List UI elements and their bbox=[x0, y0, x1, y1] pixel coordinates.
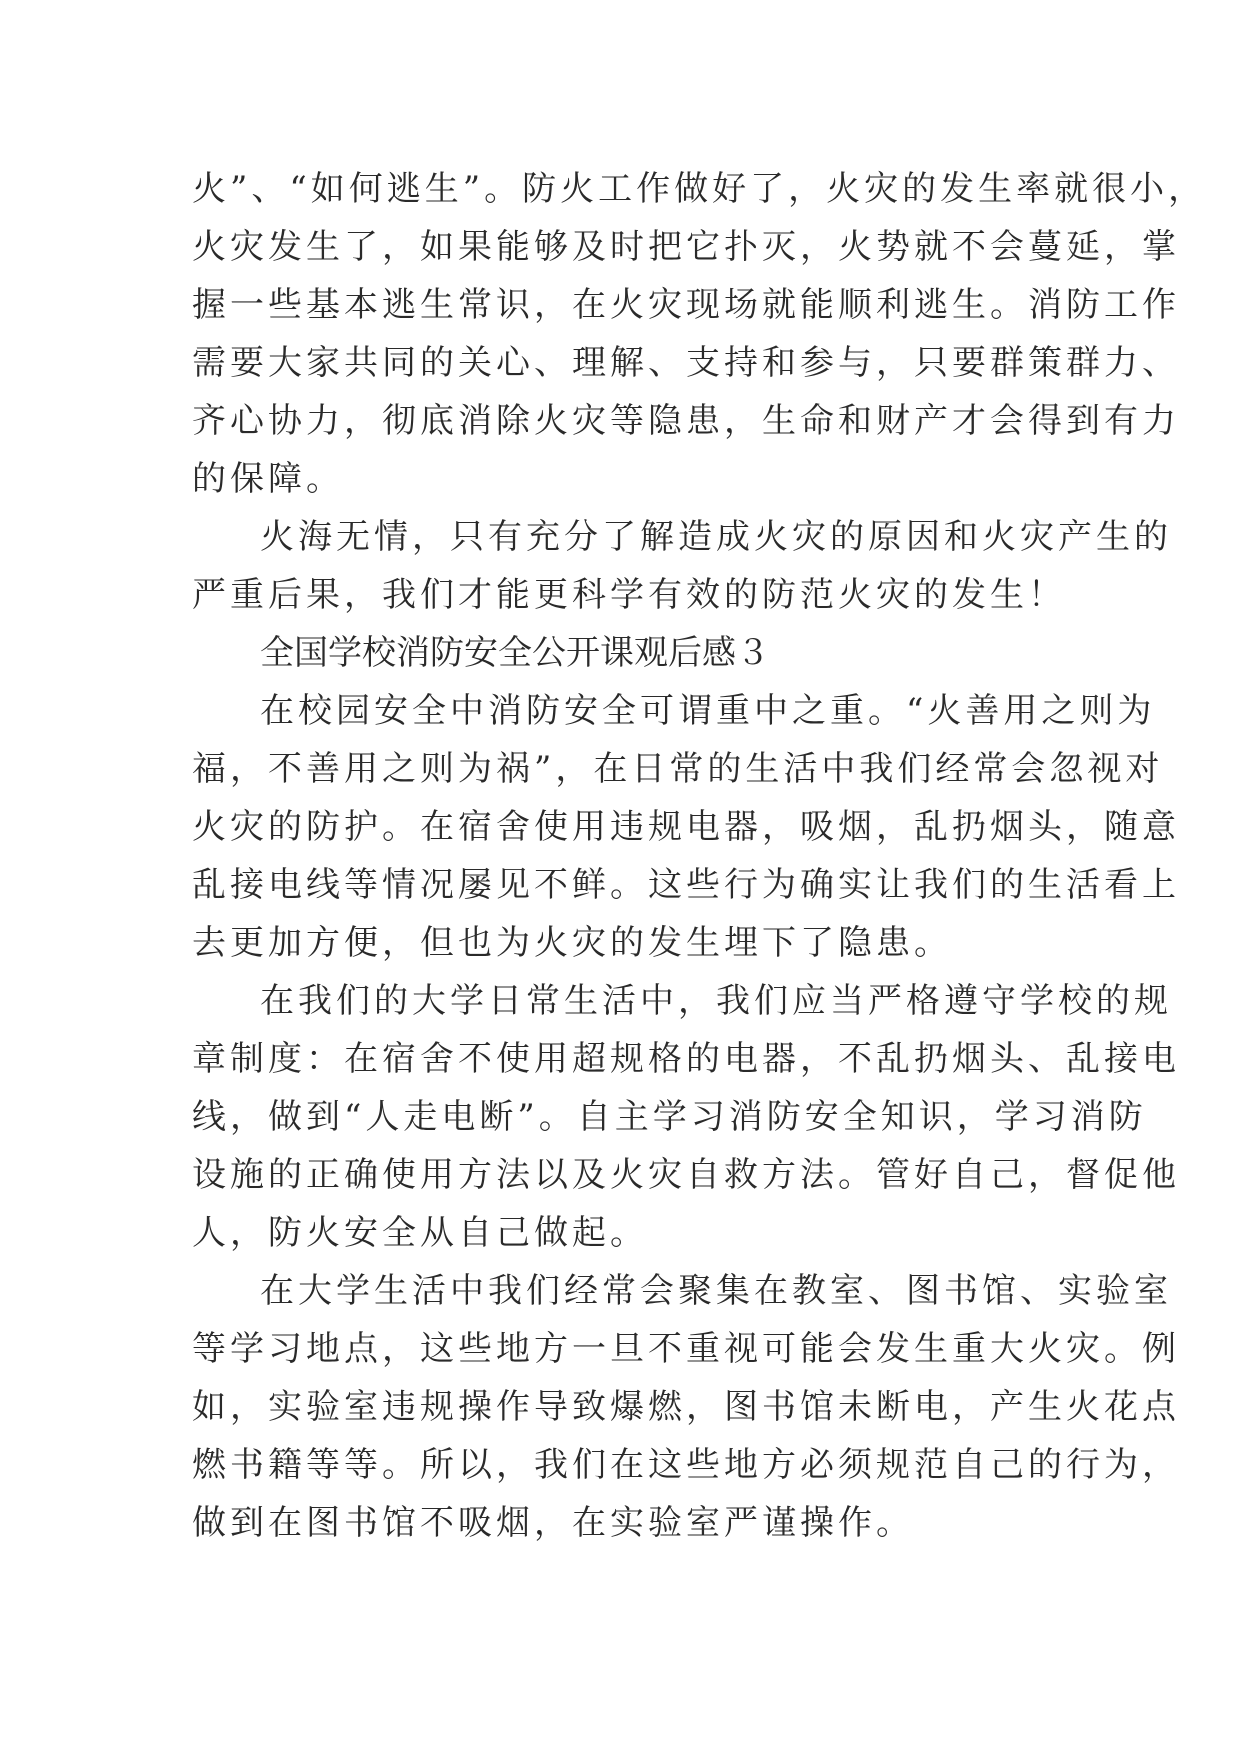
section-heading: 全国学校消防安全公开课观后感３ bbox=[260, 633, 770, 673]
text-line: 齐心协力，彻底消除火灾等隐患，生命和财产才会得到有力 bbox=[192, 401, 1180, 441]
text-line: 火”、“如何逃生”。防火工作做好了，火灾的发生率就很小， bbox=[192, 169, 1207, 209]
text-line: 去更加方便，但也为火灾的发生埋下了隐患。 bbox=[192, 923, 952, 963]
text-line: 章制度：在宿舍不使用超规格的电器，不乱扔烟头、乱接电 bbox=[192, 1039, 1180, 1079]
paragraph-first-line: 在大学生活中我们经常会聚集在教室、图书馆、实验室 bbox=[260, 1271, 1172, 1311]
text-line: 线，做到“人走电断”。自主学习消防安全知识，学习消防 bbox=[192, 1097, 1147, 1137]
text-line: 严重后果，我们才能更科学有效的防范火灾的发生！ bbox=[192, 575, 1066, 615]
text-line: 等学习地点，这些地方一旦不重视可能会发生重大火灾。例 bbox=[192, 1329, 1180, 1369]
text-line: 火灾的防护。在宿舍使用违规电器，吸烟，乱扔烟头，随意 bbox=[192, 807, 1180, 847]
text-line: 设施的正确使用方法以及火灾自救方法。管好自己，督促他 bbox=[192, 1155, 1180, 1195]
paragraph-first-line: 在校园安全中消防安全可谓重中之重。“火善用之则为 bbox=[260, 691, 1156, 731]
text-line: 乱接电线等情况屡见不鲜。这些行为确实让我们的生活看上 bbox=[192, 865, 1180, 905]
text-line: 的保障。 bbox=[192, 459, 344, 499]
document-body bbox=[192, 160, 1207, 1552]
text-line: 人，防火安全从自己做起。 bbox=[192, 1213, 648, 1253]
paragraph-first-line: 火海无情，只有充分了解造成火灾的原因和火灾产生的 bbox=[260, 517, 1172, 557]
paragraph-first-line: 在我们的大学日常生活中，我们应当严格遵守学校的规 bbox=[260, 981, 1172, 1021]
text-line: 需要大家共同的关心、理解、支持和参与，只要群策群力、 bbox=[192, 343, 1180, 383]
text-line: 福，不善用之则为祸”，在日常的生活中我们经常会忽视对 bbox=[192, 749, 1164, 789]
text-line: 握一些基本逃生常识，在火灾现场就能顺利逃生。消防工作 bbox=[192, 285, 1180, 325]
text-line: 燃书籍等等。所以，我们在这些地方必须规范自己的行为， bbox=[192, 1445, 1180, 1485]
text-line: 火灾发生了，如果能够及时把它扑灭，火势就不会蔓延，掌 bbox=[192, 227, 1180, 267]
text-line: 做到在图书馆不吸烟，在实验室严谨操作。 bbox=[192, 1503, 914, 1543]
text-line: 如，实验室违规操作导致爆燃，图书馆未断电，产生火花点 bbox=[192, 1387, 1180, 1427]
